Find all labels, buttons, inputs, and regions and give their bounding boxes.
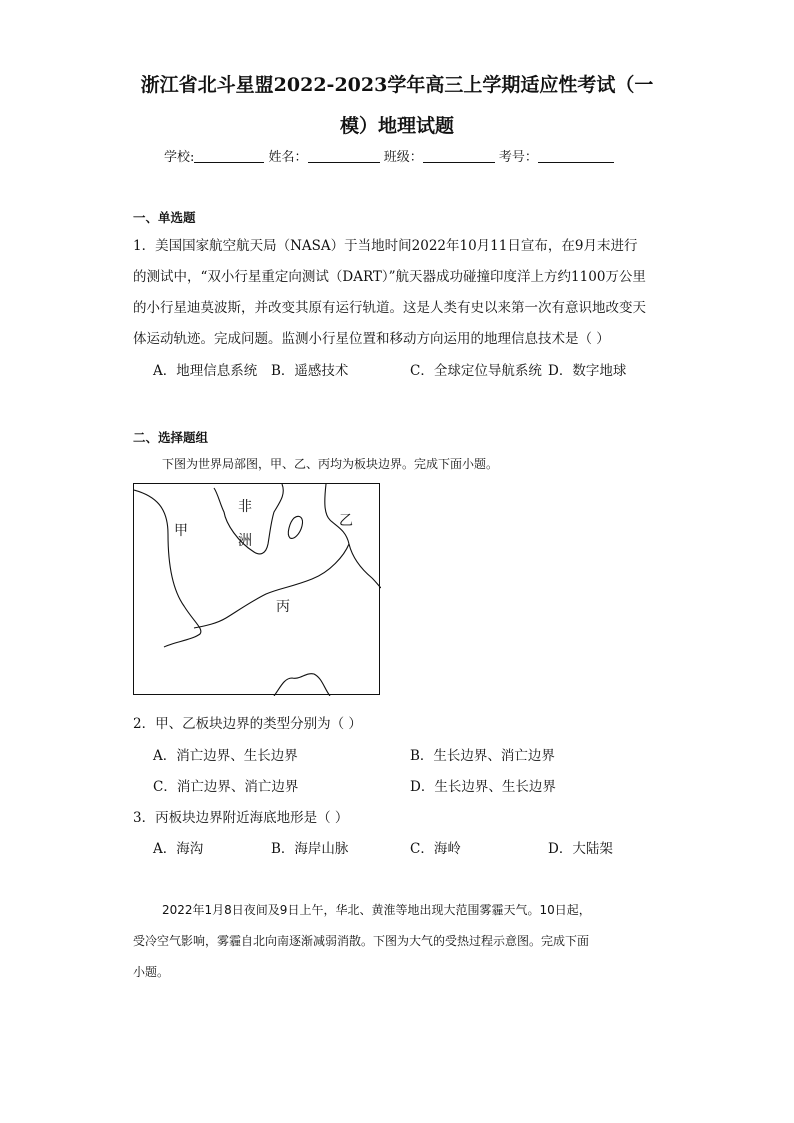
section1-heading: 一、单选题 xyxy=(133,210,196,225)
section3-line: 小题。 xyxy=(133,965,170,979)
q2-stem: 2．甲、乙板块边界的类型分别为（ ） xyxy=(133,716,362,732)
section2-heading: 二、选择题组 xyxy=(133,430,209,445)
map-label-bing: 丙 xyxy=(276,599,290,615)
q2-option-d[interactable]: D．生长边界、生长边界 xyxy=(410,779,556,795)
section3-line: 2022年1月8日夜间及9日上午，华北、黄淮等地出现大范围雾霾天气。10日起， xyxy=(162,903,591,917)
name-field[interactable] xyxy=(308,148,380,163)
q2-option-a[interactable]: A．消亡边界、生长边界 xyxy=(153,748,298,764)
q1-option-b[interactable]: B．遥感技术 xyxy=(271,363,349,379)
map-label-zhou: 洲 xyxy=(238,533,252,549)
q2-option-c[interactable]: C．消亡边界、消亡边界 xyxy=(153,779,299,795)
q3-option-d[interactable]: D．大陆架 xyxy=(548,841,613,857)
q2-option-b[interactable]: B．生长边界、消亡边界 xyxy=(410,748,555,764)
section3-line: 受冷空气影响，雾霾自北向南逐渐减弱消散。下图为大气的受热过程示意图。完成下面 xyxy=(133,934,590,948)
exam-title-line1: 浙江省北斗星盟2022-2023学年高三上学期适应性考试（一 xyxy=(140,74,654,96)
q1-line: 的测试中，“双小行星重定向测试（DART）”航天器成功碰撞印度洋上方约1100万公里 xyxy=(133,269,646,285)
plate-boundary-map xyxy=(133,483,380,695)
exam-no-label: 考号： xyxy=(498,150,538,165)
q1-option-a[interactable]: A．地理信息系统 xyxy=(153,363,258,379)
q1-line: 的小行星迪莫波斯，并改变其原有运行轨道。这是人类有史以来第一次有意识地改变天 xyxy=(133,300,646,316)
class-field[interactable] xyxy=(423,148,495,163)
q3-stem: 3．丙板块边界附近海底地形是（ ） xyxy=(133,810,349,826)
q1-option-d[interactable]: D．数字地球 xyxy=(548,363,627,379)
school-label: 学校: xyxy=(164,150,195,165)
exam-no-field[interactable] xyxy=(538,148,614,163)
q3-option-c[interactable]: C．海岭 xyxy=(410,841,461,857)
name-label: 姓名： xyxy=(268,150,308,165)
q1-line: 体运动轨迹。完成问题。监测小行星位置和移动方向运用的地理信息技术是（ ） xyxy=(133,331,610,347)
map-label-yi: 乙 xyxy=(339,513,353,529)
q3-option-a[interactable]: A．海沟 xyxy=(153,841,204,857)
map-label-fei: 非 xyxy=(238,499,252,515)
section2-intro: 下图为世界局部图，甲、乙、丙均为板块边界。完成下面小题。 xyxy=(162,457,499,471)
exam-title-line2: 模）地理试题 xyxy=(339,115,454,137)
q3-option-b[interactable]: B．海岸山脉 xyxy=(271,841,349,857)
school-field[interactable] xyxy=(194,148,264,163)
q1-line: 1．美国国家航空航天局（NASA）于当地时间2022年10月11日宣布，在9月末进行 xyxy=(133,238,638,254)
class-label: 班级： xyxy=(383,150,423,165)
student-info-row xyxy=(164,146,614,165)
q1-option-c[interactable]: C．全球定位导航系统 xyxy=(410,363,542,379)
map-label-jia: 甲 xyxy=(174,523,188,539)
